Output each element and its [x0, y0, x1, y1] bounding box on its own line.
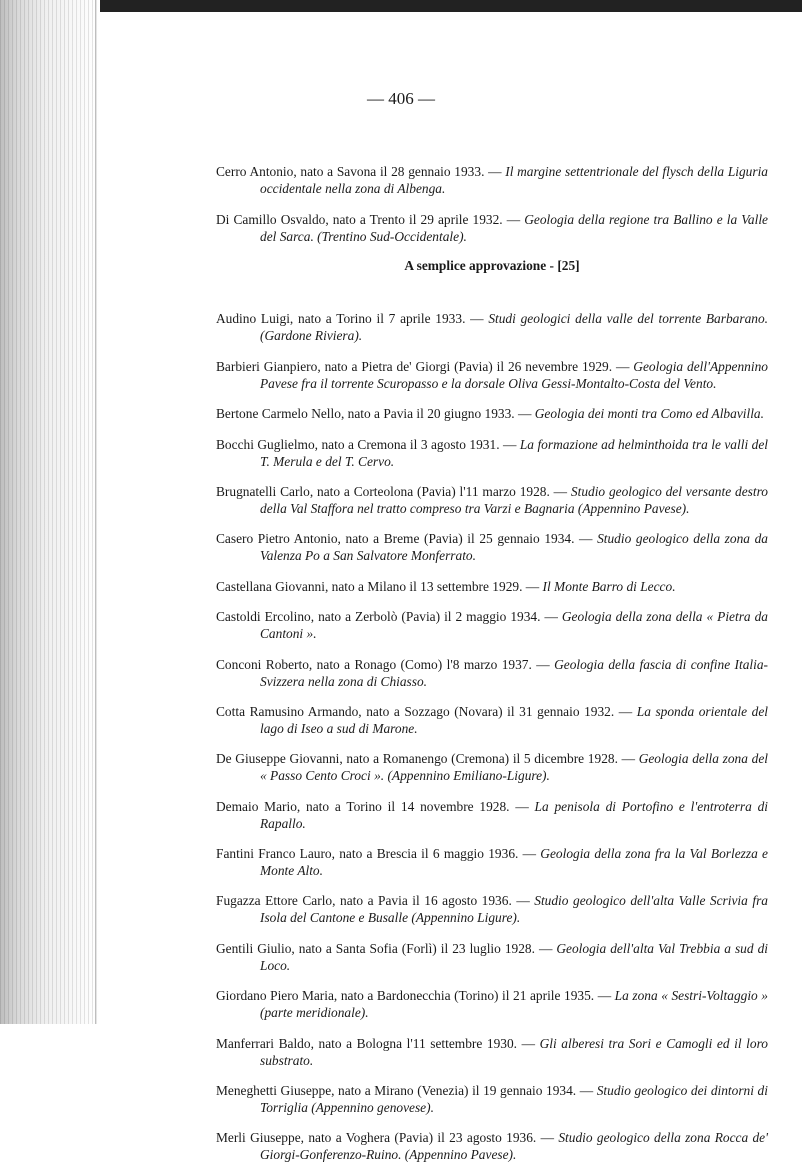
entry — [216, 1035, 768, 1069]
entry-title: Il Monte Barro di Lecco. — [542, 578, 676, 594]
entry-title: Geologia dell'Appennino Pavese fra il torrente Scuropasso e la dorsale Oliva Gessi-Montalto-Costa del Vento. — [260, 358, 768, 391]
entry — [216, 1082, 768, 1116]
entry-person: Manferrari Baldo, nato a Bologna l'11 settembre 1930. — — [216, 1035, 536, 1051]
entry-title: Geologia della fascia di confine Italia-Svizzera nella zona di Chiasso. — [260, 656, 769, 689]
entry-person: Fugazza Ettore Carlo, nato a Pavia il 16 agosto 1936. — — [216, 893, 530, 909]
entry-title: Geologia della zona della « Pietra da Cantoni ». — [260, 609, 769, 642]
entry-title: Geologia dell'alta Val Trebbia a sud di Loco. — [260, 940, 768, 973]
entry-person: Meneghetti Giuseppe, nato a Mirano (Venezia) il 19 gennaio 1934. — — [216, 1083, 594, 1099]
entries-top-list — [216, 150, 768, 248]
entry-person: Cerro Antonio, nato a Savona il 28 gennaio 1933. — — [216, 164, 502, 180]
entry-title: Studio geologico del versante destro della Val Staffora nel tratto compreso tra Varzi e Bagnaria (Appennino Pavese). — [260, 483, 768, 516]
entry-person: De Giuseppe Giovanni, nato a Romanengo (Cremona) il 5 dicembre 1928. — — [216, 751, 635, 767]
entry-person: Brugnatelli Carlo, nato a Corteolona (Pavia) l'11 marzo 1928. — — [216, 483, 568, 499]
entry-person: Cotta Ramusino Armando, nato a Sozzago (Novara) il 31 gennaio 1932. — — [216, 703, 633, 719]
entry-title: Gli alberesi tra Sori e Camogli ed il loro substrato. — [260, 1035, 768, 1068]
entry-person: Gentili Giulio, nato a Santa Sofia (Forlì) il 23 luglio 1928. — — [216, 940, 553, 956]
entry-person: Audino Luigi, nato a Torino il 7 aprile 1933. — — [216, 311, 484, 327]
entry-person: Bertone Carmelo Nello, nato a Pavia il 20 giugno 1933. — — [216, 406, 532, 422]
entry — [216, 163, 768, 197]
entry — [216, 436, 768, 470]
entry — [216, 892, 768, 926]
entry — [216, 656, 768, 690]
entry-person: Barbieri Gianpiero, nato a Pietra de' Giorgi (Pavia) il 26 nevembre 1929. — — [216, 358, 630, 374]
entry-person: Di Camillo Osvaldo, nato a Trento il 29 aprile 1932. — — [216, 211, 521, 227]
entry-person: Demaio Mario, nato a Torino il 14 novembre 1928. — — [216, 798, 529, 814]
entry — [216, 750, 768, 784]
entry-title: Geologia della zona fra la Val Borlezza e Monte Alto. — [260, 846, 768, 879]
entry-title: La penisola di Portofino e l'entroterra di Rapallo. — [260, 798, 768, 831]
entry-title: Studio geologico dei dintorni di Torriglia (Appennino genovese). — [260, 1083, 768, 1116]
entry — [216, 405, 768, 422]
entry-person: Giordano Piero Maria, nato a Bardonecchia (Torino) il 21 aprile 1935. — — [216, 988, 612, 1004]
entry-person: Bocchi Guglielmo, nato a Cremona il 3 agosto 1931. — — [216, 436, 517, 452]
entry — [216, 798, 768, 832]
entry — [216, 310, 768, 344]
entry — [216, 703, 768, 737]
entry — [216, 578, 768, 595]
book-binding-shadow — [0, 0, 100, 1024]
entry — [216, 483, 768, 517]
entry-person: Fantini Franco Lauro, nato a Brescia il 6 maggio 1936. — — [216, 846, 537, 862]
entry-title: Il margine settentrionale del flysch della Liguria occidentale nella zona di Albenga. — [260, 164, 768, 197]
entry-title: Studi geologici della valle del torrente Barbarano. (Gardone Riviera). — [260, 311, 769, 344]
entry-person: Castellana Giovanni, nato a Milano il 13 settembre 1929. — — [216, 578, 540, 594]
entry-title: La zona « Sestri-Voltaggio » (parte meridionale). — [260, 988, 769, 1021]
entry — [216, 608, 768, 642]
entry-title: Geologia della zona del « Passo Cento Croci ». (Appennino Emiliano-Ligure). — [260, 751, 768, 784]
entry — [216, 358, 768, 392]
entry-title: La sponda orientale del lago di Iseo a sud di Marone. — [260, 703, 768, 736]
entry — [216, 987, 768, 1021]
entry — [216, 211, 768, 245]
entry — [216, 530, 768, 564]
section-heading: A semplice approvazione - [25] — [404, 258, 580, 273]
entry-person: Castoldi Ercolino, nato a Zerbolò (Pavia) il 2 maggio 1934. — — [216, 609, 558, 625]
entry-title: Studio geologico della zona Rocca de' Giorgi-Gonferenzo-Ruino. (Appennino Pavese). — [260, 1130, 768, 1163]
entry — [216, 1129, 768, 1163]
entry-person: Merli Giuseppe, nato a Voghera (Pavia) il 23 agosto 1936. — — [216, 1130, 554, 1146]
entry-title: Studio geologico della zona da Valenza Po a San Salvatore Monferrato. — [260, 531, 768, 564]
entry-title: Geologia della regione tra Ballino e la Valle del Sarca. (Trentino Sud-Occidentale). — [260, 211, 768, 244]
page-number: — 406 — — [367, 89, 435, 108]
entry-title: Studio geologico dell'alta Valle Scrivia fra Isola del Cantone e Busalle (Appennino Ligure). — [260, 893, 768, 926]
entry — [216, 845, 768, 879]
binding-fold-line — [95, 0, 96, 1024]
entries-main-list — [216, 297, 768, 1166]
entry — [216, 940, 768, 974]
entry-person: Casero Pietro Antonio, nato a Breme (Pavia) il 25 gennaio 1934. — — [216, 531, 593, 547]
scan-top-edge — [0, 0, 802, 12]
entry-person: Conconi Roberto, nato a Ronago (Como) l'8 marzo 1937. — — [216, 656, 550, 672]
entry-title: Geologia dei monti tra Como ed Albavilla. — [534, 406, 764, 422]
entry-title: La formazione ad helminthoida tra le valli del T. Merula e del T. Cervo. — [260, 436, 768, 469]
